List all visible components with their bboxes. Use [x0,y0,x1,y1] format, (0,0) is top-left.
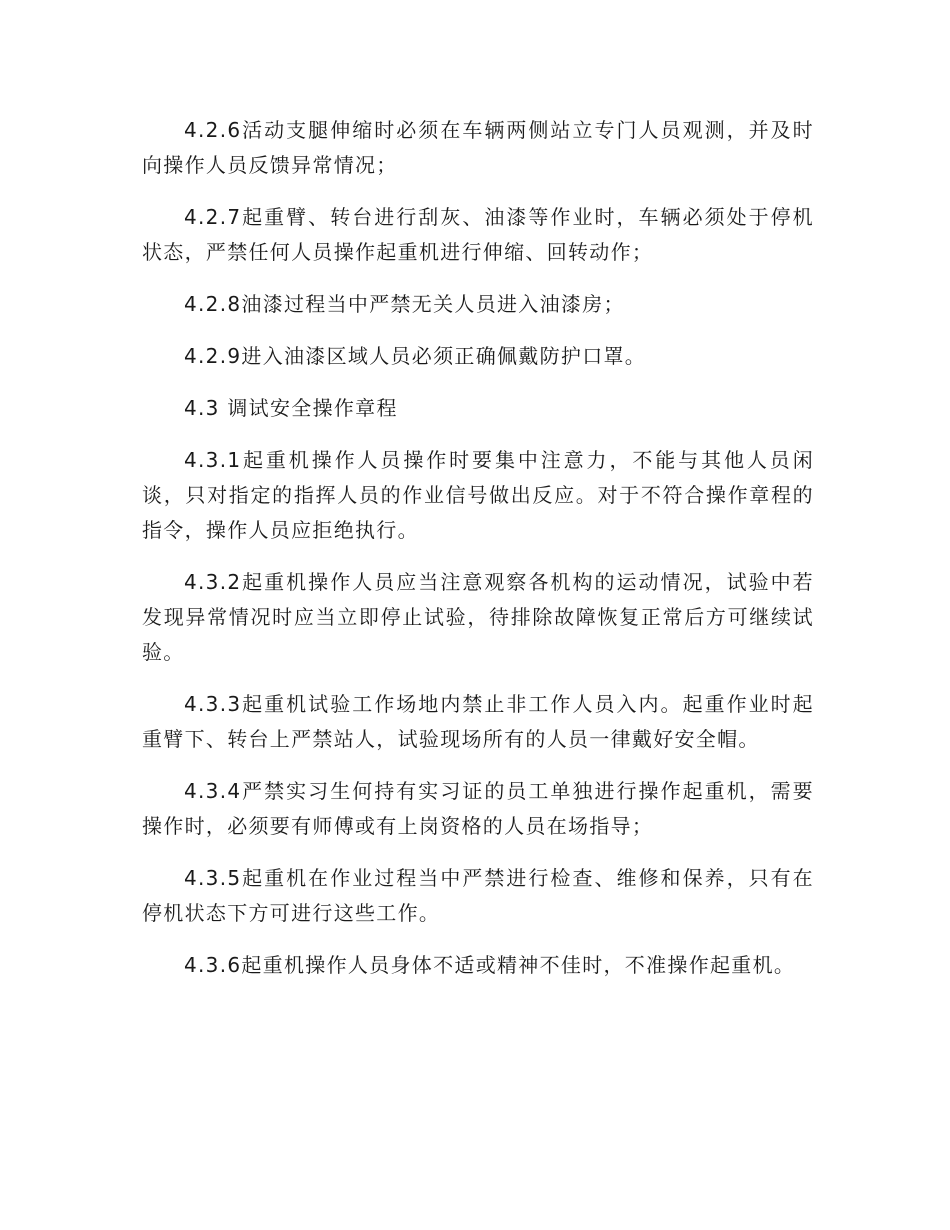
paragraph-4-2-6: 4.2.6活动支腿伸缩时必须在车辆两侧站立专门人员观测，并及时向操作人员反馈异常情况； [142,118,814,177]
paragraph-4-3-3: 4.3.3起重机试验工作场地内禁止非工作人员入内。起重作业时起重臂下、转台上严禁站人，试验现场所有的人员一律戴好安全帽。 [142,692,814,751]
section-heading-4-3: 4.3 调试安全操作章程 [184,396,398,420]
paragraph-4-3-5: 4.3.5起重机在作业过程当中严禁进行检查、维修和保养，只有在停机状态下方可进行这些工作。 [142,866,814,925]
document-body [142,113,814,983]
paragraph-4-2-7: 4.2.7起重臂、转台进行刮灰、油漆等作业时，车辆必须处于停机状态，严禁任何人员操作起重机进行伸缩、回转动作； [142,205,814,264]
paragraph-4-3-1: 4.3.1起重机操作人员操作时要集中注意力，不能与其他人员闲谈，只对指定的指挥人员的作业信号做出反应。对于不符合操作章程的指令，操作人员应拒绝执行。 [142,448,814,542]
paragraph-4-2-9: 4.2.9进入油漆区域人员必须正确佩戴防护口罩。 [184,344,647,368]
paragraph-4-3-2: 4.3.2起重机操作人员应当注意观察各机构的运动情况，试验中若发现异常情况时应当立即停止试验，待排除故障恢复正常后方可继续试验。 [142,570,814,664]
paragraph-4-3-6: 4.3.6起重机操作人员身体不适或精神不佳时，不准操作起重机。 [184,953,796,977]
paragraph-4-2-8: 4.2.8油漆过程当中严禁无关人员进入油漆房； [184,292,625,316]
paragraph-4-3-4: 4.3.4严禁实习生何持有实习证的员工单独进行操作起重机，需要操作时，必须要有师傅或有上岗资格的人员在场指导； [142,779,814,838]
